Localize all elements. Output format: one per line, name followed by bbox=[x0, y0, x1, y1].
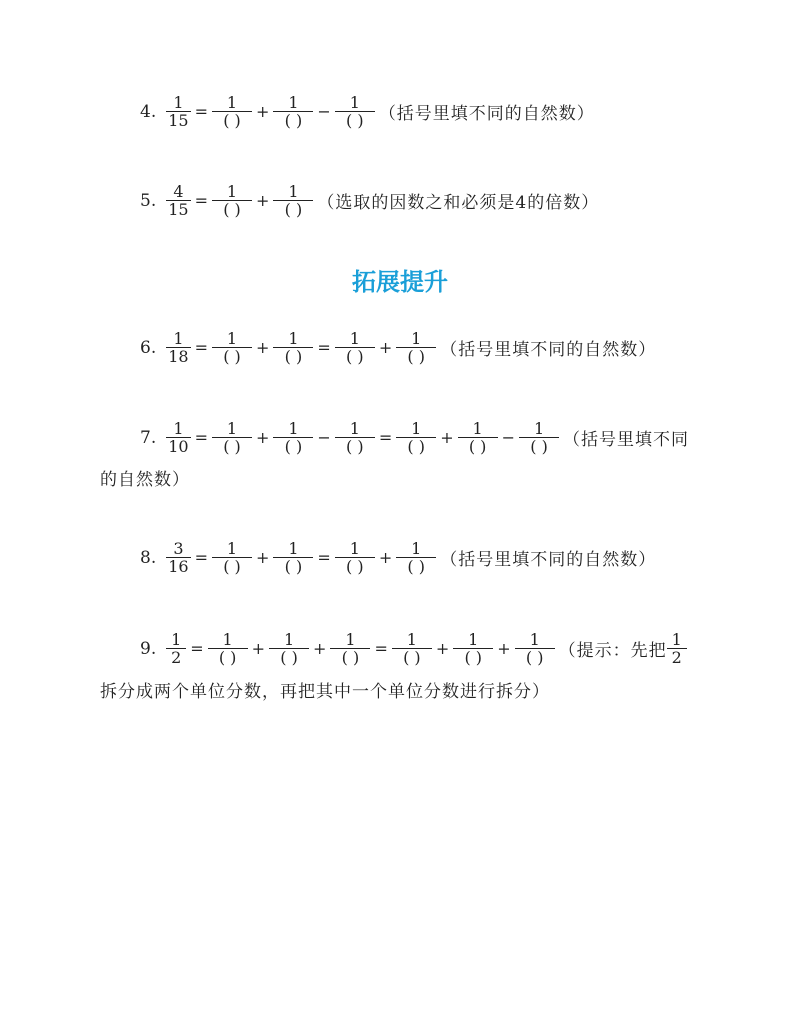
fraction-denominator: ( ) bbox=[396, 557, 436, 575]
fraction-denominator: ( ) bbox=[212, 347, 252, 365]
operator: + bbox=[256, 428, 270, 447]
fraction-denominator: 15 bbox=[168, 111, 189, 130]
fraction-numerator: 1 bbox=[349, 93, 360, 112]
fraction-denominator: 16 bbox=[168, 557, 189, 576]
problem-9-continuation: 拆分成两个单位分数，再把其中一个单位分数进行拆分） bbox=[100, 682, 550, 702]
problem-number: 8. bbox=[140, 547, 157, 568]
operator: = bbox=[194, 548, 208, 567]
fraction-numerator: 1 bbox=[671, 630, 682, 649]
fraction-denominator: ( ) bbox=[208, 648, 248, 666]
fraction-denominator: ( ) bbox=[453, 648, 493, 666]
section-heading: 拓展提升 bbox=[352, 268, 448, 296]
fraction-denominator: ( ) bbox=[212, 557, 252, 575]
operator: = bbox=[374, 639, 388, 658]
fraction-numerator: 1 bbox=[406, 630, 417, 649]
blank-fraction bbox=[335, 420, 375, 455]
fraction-numerator: 1 bbox=[226, 329, 238, 348]
fraction-denominator: ( ) bbox=[515, 648, 555, 666]
operator: + bbox=[440, 428, 454, 447]
problem-5 bbox=[140, 183, 599, 218]
blank-fraction bbox=[396, 540, 436, 575]
blank-fraction bbox=[392, 631, 432, 666]
fraction-numerator: 4 bbox=[173, 182, 184, 201]
problem-number: 4. bbox=[140, 101, 157, 122]
fraction-denominator: 10 bbox=[168, 437, 189, 456]
blank-fraction bbox=[335, 330, 375, 365]
blank-fraction bbox=[396, 420, 436, 455]
fraction-denominator: ( ) bbox=[330, 648, 370, 666]
blank-fraction bbox=[519, 420, 559, 455]
blank-fraction bbox=[212, 420, 252, 455]
fraction-denominator: ( ) bbox=[335, 347, 375, 365]
fraction-denominator: ( ) bbox=[273, 111, 313, 129]
hint-fraction bbox=[667, 631, 687, 666]
operator: + bbox=[497, 639, 511, 658]
fraction-numerator: 1 bbox=[226, 539, 238, 558]
fraction-denominator: 15 bbox=[168, 200, 189, 219]
blank-fraction bbox=[453, 631, 493, 666]
fraction-numerator: 1 bbox=[349, 329, 360, 348]
blank-fraction bbox=[273, 420, 313, 455]
operator: + bbox=[256, 102, 270, 121]
blank-fraction bbox=[330, 631, 370, 666]
blank-fraction bbox=[273, 330, 313, 365]
fraction-numerator: 1 bbox=[288, 419, 299, 438]
fraction-denominator: ( ) bbox=[212, 437, 252, 455]
fraction-numerator: 1 bbox=[226, 93, 238, 112]
fraction-denominator: ( ) bbox=[392, 648, 432, 666]
operator: + bbox=[251, 639, 266, 658]
lhs-fraction bbox=[166, 330, 190, 365]
lhs-fraction bbox=[166, 540, 190, 575]
fraction-denominator: 2 bbox=[667, 648, 687, 666]
operator: + bbox=[313, 639, 327, 658]
fraction-denominator: ( ) bbox=[458, 437, 498, 455]
operator: + bbox=[256, 338, 270, 357]
problem-number: 7. bbox=[140, 427, 157, 448]
problem-9 bbox=[140, 631, 687, 666]
problem-note: （括号里填不同 bbox=[563, 430, 690, 450]
lhs-fraction bbox=[166, 94, 190, 129]
problem-number: 5. bbox=[140, 190, 157, 211]
fraction-denominator: ( ) bbox=[273, 200, 313, 218]
fraction-numerator: 1 bbox=[173, 419, 184, 438]
blank-fraction bbox=[273, 540, 313, 575]
fraction-numerator: 1 bbox=[288, 93, 299, 112]
operator: = bbox=[194, 191, 208, 210]
blank-fraction bbox=[273, 183, 313, 218]
blank-fraction bbox=[335, 540, 375, 575]
fraction-denominator: ( ) bbox=[273, 437, 313, 455]
fraction-denominator: 2 bbox=[166, 648, 186, 666]
operator: + bbox=[378, 548, 393, 567]
fraction-numerator: 1 bbox=[411, 419, 422, 438]
operator: = bbox=[317, 338, 331, 357]
fraction-numerator: 3 bbox=[173, 539, 184, 558]
operator: + bbox=[256, 548, 270, 567]
problem-7 bbox=[140, 420, 689, 455]
blank-fraction bbox=[515, 631, 555, 666]
operator: − bbox=[317, 102, 331, 121]
fraction-numerator: 1 bbox=[288, 182, 299, 201]
fraction-denominator: 18 bbox=[168, 347, 189, 366]
problem-number: 6. bbox=[140, 337, 157, 358]
problem-7-continuation: 的自然数） bbox=[100, 470, 190, 490]
fraction-numerator: 1 bbox=[171, 630, 182, 649]
blank-fraction bbox=[212, 94, 252, 129]
blank-fraction bbox=[458, 420, 498, 455]
fraction-numerator: 1 bbox=[226, 182, 238, 201]
fraction-denominator: ( ) bbox=[335, 111, 375, 129]
blank-fraction bbox=[212, 330, 252, 365]
blank-fraction bbox=[335, 94, 375, 129]
problem-note: （括号里填不同的自然数） bbox=[378, 104, 595, 124]
fraction-numerator: 1 bbox=[288, 329, 299, 348]
fraction-numerator: 1 bbox=[349, 539, 360, 558]
lhs-fraction bbox=[166, 631, 186, 666]
problem-6 bbox=[140, 330, 656, 365]
blank-fraction bbox=[212, 540, 252, 575]
fraction-denominator: ( ) bbox=[273, 347, 313, 365]
operator: − bbox=[317, 428, 331, 447]
fraction-denominator: ( ) bbox=[212, 200, 252, 218]
blank-fraction bbox=[208, 631, 248, 666]
blank-fraction bbox=[212, 183, 252, 218]
fraction-numerator: 1 bbox=[533, 419, 545, 438]
problem-4 bbox=[140, 94, 595, 129]
operator: = bbox=[194, 338, 208, 357]
fraction-numerator: 1 bbox=[529, 630, 540, 649]
operator: = bbox=[190, 639, 204, 658]
problem-8 bbox=[140, 540, 656, 575]
operator: − bbox=[501, 428, 516, 447]
fraction-denominator: ( ) bbox=[335, 557, 375, 575]
operator: = bbox=[317, 548, 331, 567]
operator: + bbox=[435, 639, 450, 658]
blank-fraction bbox=[396, 330, 436, 365]
fraction-numerator: 1 bbox=[345, 630, 356, 649]
fraction-denominator: ( ) bbox=[335, 437, 375, 455]
operator: + bbox=[256, 191, 270, 210]
fraction-denominator: ( ) bbox=[396, 347, 436, 365]
lhs-fraction bbox=[166, 183, 190, 218]
fraction-numerator: 1 bbox=[288, 539, 299, 558]
fraction-numerator: 1 bbox=[411, 539, 422, 558]
fraction-denominator: ( ) bbox=[273, 557, 313, 575]
problem-note: （选取的因数之和必须是4的倍数） bbox=[317, 193, 600, 213]
fraction-numerator: 1 bbox=[411, 329, 422, 348]
problem-note: （括号里填不同的自然数） bbox=[440, 550, 657, 570]
fraction-numerator: 1 bbox=[468, 630, 479, 649]
operator: + bbox=[378, 338, 393, 357]
operator: = bbox=[194, 102, 208, 121]
blank-fraction bbox=[269, 631, 309, 666]
operator: = bbox=[378, 428, 393, 447]
fraction-numerator: 1 bbox=[283, 630, 295, 649]
lhs-fraction bbox=[166, 420, 190, 455]
fraction-denominator: ( ) bbox=[269, 648, 309, 666]
fraction-denominator: ( ) bbox=[212, 111, 252, 129]
problem-note: （括号里填不同的自然数） bbox=[440, 340, 657, 360]
fraction-numerator: 1 bbox=[349, 419, 360, 438]
fraction-numerator: 1 bbox=[222, 630, 233, 649]
fraction-numerator: 1 bbox=[173, 93, 184, 112]
blank-fraction bbox=[273, 94, 313, 129]
fraction-denominator: ( ) bbox=[519, 437, 559, 455]
problem-number: 9. bbox=[140, 638, 157, 659]
fraction-numerator: 1 bbox=[472, 419, 483, 438]
fraction-denominator: ( ) bbox=[396, 437, 436, 455]
operator: = bbox=[194, 428, 208, 447]
problem-note: （提示：先把 bbox=[558, 641, 667, 661]
fraction-numerator: 1 bbox=[173, 329, 184, 348]
fraction-numerator: 1 bbox=[226, 419, 238, 438]
